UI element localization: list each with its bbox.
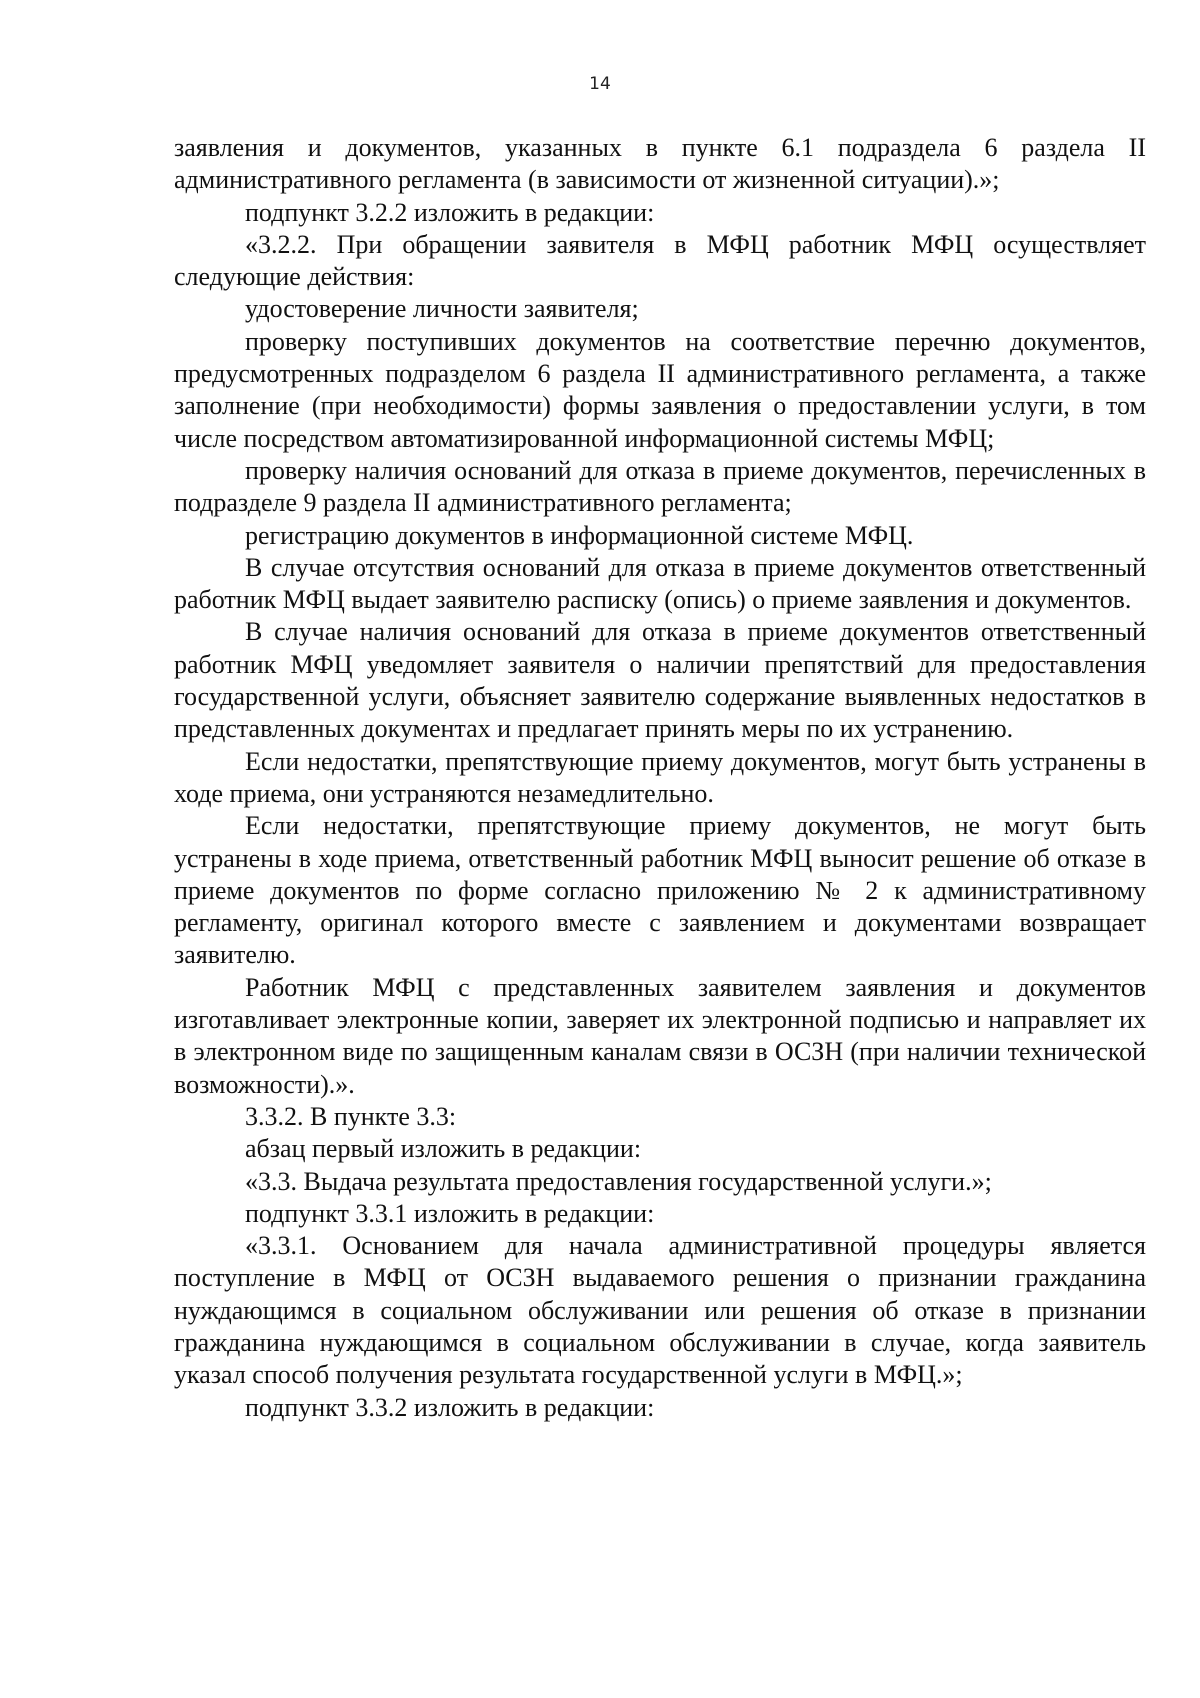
paragraph: Работник МФЦ с представленных заявителем заявления и документов изготавливает электронные копии, заверяет их электронной подписью и направляет их в электронном виде по защищенным каналам связи в ОСЗН (при наличии технической возможности).». [174,972,1146,1099]
paragraph: В случае наличия оснований для отказа в приеме документов ответственный работник МФЦ уведомляет заявителя о наличии препятствий для предоставления государственной услуги, объясняет заявителю содержание выявленных недостатков в представленных документах и предлагает принять меры по их устранению. [174,617,1146,744]
paragraph: абзац первый изложить в редакции: [245,1134,642,1164]
paragraph: В случае отсутствия оснований для отказа в приеме документов ответственный работник МФЦ выдает заявителю расписку (опись) о приеме заявления и документов. [174,552,1146,615]
paragraph: подпункт 3.3.2 изложить в редакции: [245,1392,655,1422]
paragraph: «3.3.1. Основанием для начала административной процедуры является поступление в МФЦ от ОСЗН выдаваемого решения о признании гражданина нуждающимся в социальном обслуживании или решения об отказе в признании гражданина нуждающимся в социальном обслуживании в случае, когда заявитель указал способ получения результата государственной услуги в МФЦ.»; [174,1231,1146,1390]
paragraph: «3.2.2. При обращении заявителя в МФЦ работник МФЦ осуществляет следующие действия: [174,229,1146,292]
document-body [174,132,1146,1424]
paragraph: «3.3. Выдача результата предоставления государственной услуги.»; [245,1166,992,1196]
paragraph: 3.3.2. В пункте 3.3: [245,1101,457,1131]
paragraph: Если недостатки, препятствующие приему документов, не могут быть устранены в ходе приема, ответственный работник МФЦ выносит решение об отказе в приеме документов по форме согласно приложению № 2 к административному регламенту, оригинал которого вместе с заявлением и документами возвращает заявителю. [174,811,1146,970]
paragraph: удостоверение личности заявителя; [245,294,639,324]
paragraph: подпункт 3.3.1 изложить в редакции: [245,1198,655,1228]
paragraph: проверку поступивших документов на соответствие перечню документов, предусмотренных подразделом 6 раздела II административного регламента, а также заполнение (при необходимости) формы заявления о предоставлении услуги, в том числе посредством автоматизированной информационной системы МФЦ; [174,326,1146,453]
paragraph: подпункт 3.2.2 изложить в редакции: [245,197,655,227]
paragraph: проверку наличия оснований для отказа в приеме документов, перечисленных в подразделе 9 раздела II административного регламента; [174,455,1146,518]
paragraph: Если недостатки, препятствующие приему документов, могут быть устранены в ходе приема, они устраняются незамедлительно. [174,746,1146,808]
paragraph: заявления и документов, указанных в пункте 6.1 подраздела 6 раздела II административного регламента (в зависимости от жизненной ситуации).»; [174,133,1146,195]
paragraph: регистрацию документов в информационной системе МФЦ. [245,520,914,550]
page-number: 14 [589,74,611,94]
